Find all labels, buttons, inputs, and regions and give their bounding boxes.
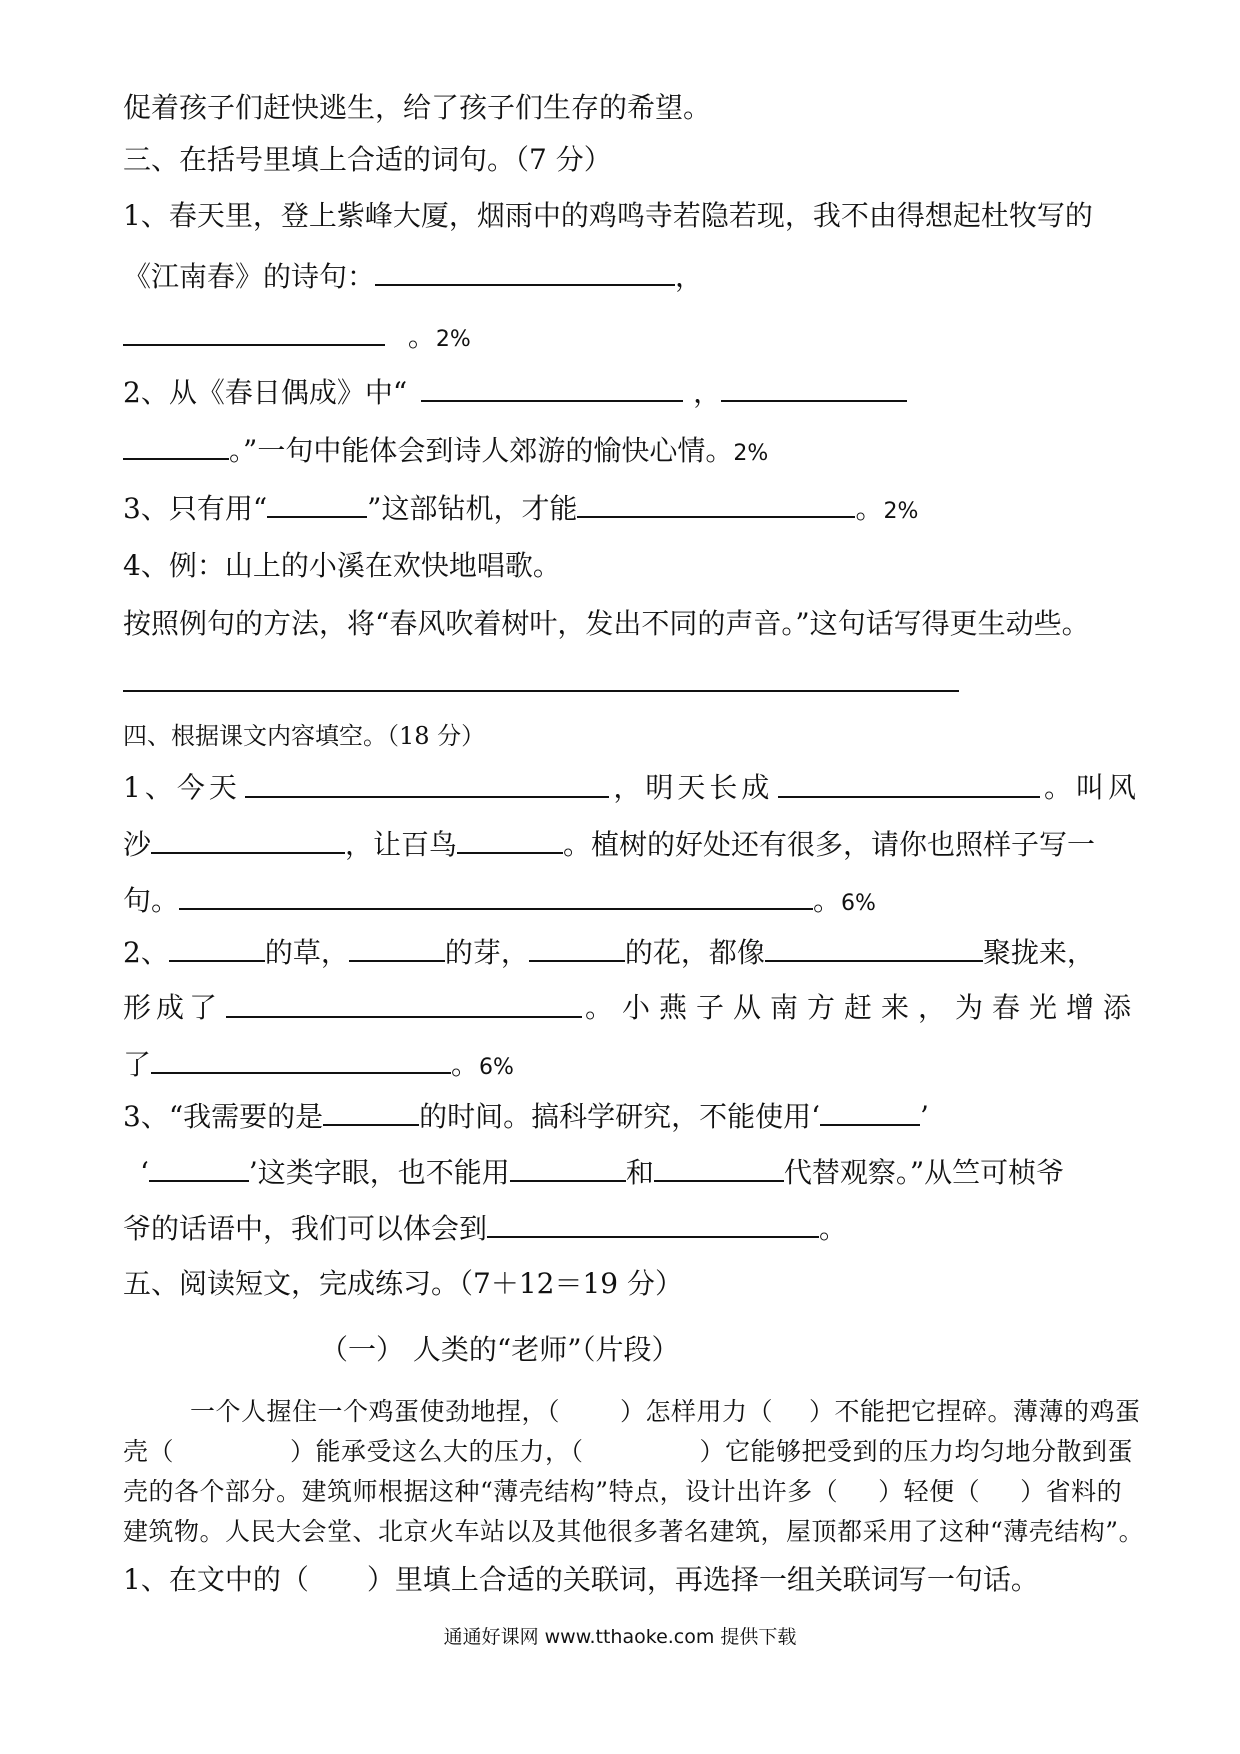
answer-line — [123, 662, 1140, 702]
question-text: 2、从《春日偶成》中“ — [123, 376, 408, 409]
question-line — [123, 988, 1140, 1028]
answer-blank[interactable] — [778, 768, 1040, 798]
question-line — [123, 316, 1140, 356]
question-line — [123, 488, 1140, 528]
question-line — [123, 546, 1140, 586]
answer-blank[interactable] — [510, 1152, 626, 1182]
answer-blank[interactable] — [149, 1152, 249, 1182]
question-text: 和 — [625, 1156, 654, 1189]
question-text: 。”一句中能体会到诗人郊游的愉快心情。 — [229, 434, 734, 467]
answer-blank[interactable] — [349, 932, 445, 962]
answer-blank[interactable] — [375, 256, 675, 286]
passage-text: ）省料的 — [1020, 1477, 1123, 1506]
passage-text: ）轻便（ — [878, 1477, 981, 1506]
question-text: 。植树的好处还有很多，请你也照样子写一 — [563, 828, 1096, 861]
answer-blank[interactable] — [151, 824, 345, 854]
answer-blank[interactable] — [226, 988, 582, 1018]
passage-text: ）不能把它捏碎。薄薄的鸡蛋 — [809, 1397, 1141, 1426]
question-text: 沙 — [123, 828, 152, 861]
question-line — [123, 1560, 1140, 1600]
punctuation: ’ — [920, 1100, 929, 1133]
passage-title — [320, 1330, 680, 1370]
question-text: 的时间。搞科学研究，不能使用‘ — [419, 1100, 821, 1133]
question-text: 的花，都像 — [624, 936, 765, 969]
question-text: 句。 — [123, 884, 180, 917]
passage-line — [190, 1392, 1140, 1432]
score-percent: 6% — [479, 1055, 514, 1080]
question-text: ）里填上合适的关联词，再选择一组关联词写一句话。 — [366, 1563, 1039, 1596]
question-line — [123, 256, 1140, 296]
passage-text: 一个人握住一个鸡蛋使劲地捏，（ — [190, 1397, 561, 1426]
question-text: 按照例句的方法，将“春风吹着树叶，发出不同的声音。”这句话写得更生动些。 — [123, 607, 1090, 640]
question-line — [123, 1208, 1140, 1248]
section-title: 五、阅读短文，完成练习。（7＋12＝19 分） — [123, 1267, 683, 1300]
passage-text: ）怎样用力（ — [620, 1397, 774, 1426]
text-line — [123, 88, 1140, 128]
question-text: ”这部钻机，才能 — [367, 492, 578, 525]
question-line — [123, 196, 1140, 236]
answer-blank[interactable] — [421, 372, 683, 402]
question-text: 1、今天 — [123, 771, 241, 804]
question-text: ’这类字眼，也不能用 — [248, 1156, 510, 1189]
question-text: 。叫风 — [1043, 771, 1140, 804]
answer-blank[interactable] — [765, 932, 983, 962]
question-text: 《江南春》的诗句： — [123, 260, 376, 293]
passage-line — [123, 1432, 1140, 1472]
passage-line — [123, 1472, 1140, 1512]
question-text: 形成了 — [123, 991, 223, 1024]
passage-text: 壳的各个部分。建筑师根据这种“薄壳结构”特点，设计出许多（ — [123, 1477, 839, 1506]
answer-blank[interactable] — [123, 662, 959, 692]
answer-blank[interactable] — [267, 488, 367, 518]
question-line — [123, 1044, 1140, 1084]
score-percent: 2% — [883, 499, 919, 524]
question-line — [123, 880, 1140, 920]
section-title: 四、根据课文内容填空。（18 分） — [123, 722, 486, 750]
question-text: 的芽， — [444, 936, 529, 969]
question-text: ，让百鸟 — [345, 828, 458, 861]
question-text: 的草， — [264, 936, 349, 969]
punctuation: ， — [693, 376, 722, 409]
question-text: 1、春天里，登上紫峰大厦，烟雨中的鸡鸣寺若隐若现，我不由得想起杜牧写的 — [123, 199, 1093, 232]
passage-title-text: （一） 人类的“老师”（片段） — [320, 1333, 680, 1366]
question-text: 1、在文中的（ — [123, 1563, 309, 1596]
question-line — [123, 768, 1140, 808]
score-percent: 2% — [435, 327, 471, 352]
section-three-title — [123, 140, 1140, 180]
question-text: 代替观察。”从竺可桢爷 — [783, 1156, 1065, 1189]
section-title: 三、在括号里填上合适的词句。（7 分） — [123, 143, 612, 176]
answer-blank[interactable] — [529, 932, 625, 962]
answer-blank[interactable] — [323, 1096, 419, 1126]
answer-blank[interactable] — [487, 1208, 819, 1238]
question-line — [123, 604, 1140, 644]
question-text: 了 — [123, 1048, 152, 1081]
punctuation: ‘ — [140, 1156, 149, 1189]
question-text: 。小燕子从南方赶来，为春光增添 — [584, 991, 1140, 1024]
question-text: 4、例：山上的小溪在欢快地唱歌。 — [123, 549, 561, 582]
punctuation: 。 — [819, 1212, 848, 1245]
score-percent: 2% — [733, 441, 769, 466]
question-text: 爷的话语中，我们可以体会到 — [123, 1212, 488, 1245]
answer-blank[interactable] — [123, 430, 229, 460]
question-text: 3、只有用“ — [123, 492, 268, 525]
footer-text: 通通好课网 www.tthaoke.com 提供下载 — [443, 1626, 797, 1648]
section-four-title — [123, 716, 1140, 756]
punctuation: 。 — [451, 1048, 480, 1081]
question-line — [123, 372, 1140, 412]
question-line — [123, 932, 1140, 972]
answer-blank[interactable] — [820, 1096, 920, 1126]
question-text: 3、“我需要的是 — [123, 1100, 324, 1133]
question-line — [140, 1152, 1140, 1192]
question-line — [123, 824, 1140, 864]
punctuation: ， — [675, 260, 704, 293]
question-line — [123, 1096, 1140, 1136]
passage-text: 壳（ — [123, 1437, 175, 1466]
punctuation: 。 — [407, 320, 436, 353]
question-line — [123, 430, 1140, 470]
answer-blank[interactable] — [245, 768, 609, 798]
answer-blank[interactable] — [577, 488, 855, 518]
passage-text: ）它能够把受到的压力均匀地分散到蛋 — [699, 1437, 1134, 1466]
answer-blank[interactable] — [123, 316, 385, 346]
question-text: 聚拢来， — [982, 936, 1095, 969]
answer-blank[interactable] — [721, 372, 907, 402]
passage-text: 建筑物。人民大会堂、北京火车站以及其他很多著名建筑，屋顶都采用了这种“薄壳结构”。 — [123, 1517, 1145, 1546]
punctuation: 。 — [855, 492, 884, 525]
page-footer — [0, 1622, 1240, 1649]
answer-blank[interactable] — [654, 1152, 784, 1182]
question-text: ，明天长成 — [613, 771, 774, 804]
answer-blank[interactable] — [179, 880, 813, 910]
answer-blank[interactable] — [169, 932, 265, 962]
section-five-title — [123, 1264, 1140, 1304]
answer-blank[interactable] — [151, 1044, 451, 1074]
passage-line — [123, 1512, 1145, 1552]
score-percent: 6% — [841, 891, 876, 916]
text: 促着孩子们赶快逃生，给了孩子们生存的希望。 — [123, 91, 712, 124]
answer-blank[interactable] — [457, 824, 563, 854]
punctuation: 。 — [813, 884, 842, 917]
question-text: 2、 — [123, 936, 169, 969]
passage-text: ）能承受这么大的压力，（ — [290, 1437, 584, 1466]
